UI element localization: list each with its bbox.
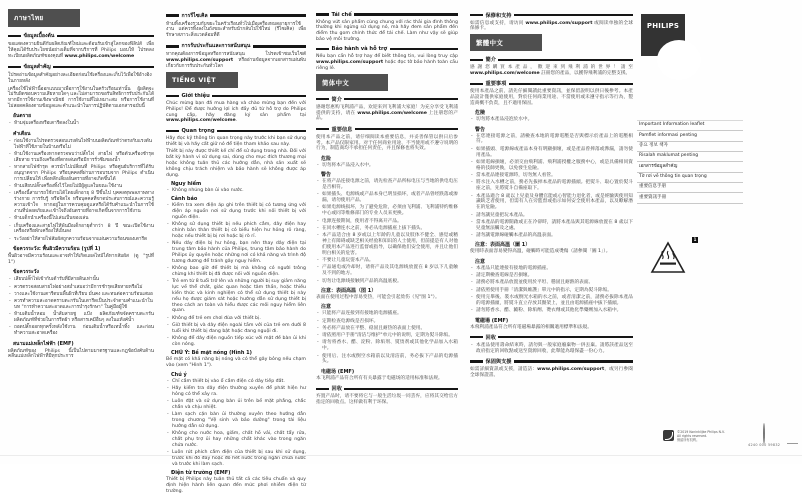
section-title: 回收 [470, 334, 633, 341]
bullet-item: - 产品通电或冷却时，请将产品及其电源线放置在 8 岁以下儿童触及不到的地方。 [316, 265, 458, 277]
leaflet-title-language-list [637, 120, 743, 204]
section-title: การรีไซเคิล [166, 12, 306, 20]
bullet-item: - 請務必將本產品放置並使用於平坦、穩固且耐熱的表面。 [470, 280, 633, 286]
bullet-item: - 请勿将香水、醋、淀粉、除垢剂、熨烫剂或其他化学品加入水箱中。 [316, 340, 458, 352]
column-thai [8, 8, 154, 460]
part-number: 4240 000 59832 [748, 443, 781, 447]
bullet-item: - หากสายไฟชำรุด ควรนำไปเปลี่ยนที่ Philips หรือศูนย์บริการที่ได้รับอนุญาตจาก Philips หรือบุคคลที่ผ่านการอบรมจาก Philips ดำเนินการเปลี่ยนให้ เพื่อหลีกเลี่ยงอันตรายที่อาจเกิดขึ้นได้ [8, 165, 154, 182]
sub-heading: 警告 [321, 172, 332, 179]
paragraph: 表面在使用过程中容易变热，可能会引起烫伤（见"图 1"）。 [316, 294, 440, 300]
bullet-item: - ห้ามใช้งานเครื่องหากตรวจพบว่าปลั๊กไฟ สายไฟ หรือตัวเครื่องชำรุดเสียหาย รวมถึงเครื่องที่ตกหล่นหรือมีการรั่วซึมของน้ำ [8, 152, 154, 164]
sub-heading: CHÚ Ý: Bề mặt nóng (Hình 1) [171, 350, 252, 357]
paragraph: 本飛利浦產品符合所有電磁場暴露的相關適用標準和法規。 [470, 324, 592, 330]
section-title: ข้อมูลเบื้องต้น [8, 32, 154, 40]
sub-heading: 電磁場 (EMF) [475, 317, 509, 324]
paragraph: Chúc mừng bạn đã mua hàng và chào mừng bạn đến với Philips! Để được hưởng lợi ích đầy đủ từ hỗ trợ do Philips cung cấp, hãy đăng ký sản phẩm tại www.philips.com/welcome. [166, 100, 306, 124]
bullet-item: - Nếu dây điện bị hư hỏng, bạn nên thay dây điện tại trung tâm bảo hành của Philips, trung tâm bảo hành do Philips ủy quyền hoặc những nơi có khả năng và trình độ tương đương để tránh gây nguy hiểm. [166, 241, 306, 264]
paragraph: 如需信息或支持，请访问 www.philips.com/support 或阅读单独的全球保修卡。 [470, 20, 633, 32]
bullet-item: - 切勿將本產品浸泡於水中。 [470, 117, 633, 123]
sub-heading: Điện từ trường (EMF) [171, 470, 231, 477]
copyright-line: 保留所有权利。 [677, 438, 700, 443]
paragraph: 使用時表面容易變得高溫，碰觸時可能造成燙傷（請參閱「圖 1」）。 [470, 249, 611, 255]
bullet-item: - 如果电源线损坏，为了避免危险，必须由飞利浦、飞利浦特约维修中心或同等维修部门的专业人员来更换。 [316, 205, 458, 217]
bullet-item: - Giữ thiết bị và dây điện ngoài tầm với của trẻ em dưới 8 tuổi khi thiết bị đang bật hoặc đang nguội đi. [166, 323, 306, 335]
bullet-item: - 本产品适合由 8 岁或以上年龄的儿童以及肢体不健全、感觉或精神上有障碍或缺乏相关经验和知识的人士使用，但前提是有人对他们使用本产品进行监督或指导，以确保他们安全使用，并且让他们明白相关的危害。 [316, 233, 458, 256]
section-title: Tái chế [316, 12, 458, 18]
paragraph: 如需詳細資訊或支援，請造訪：www.philips.com/support，或另行參閱全球保證書。 [470, 366, 633, 378]
sub-heading: อันตราย [13, 113, 32, 120]
bullet-item: - Hãy kiểm tra dây điện thường xuyên để phát hiện hư hỏng có thể xảy ra. [166, 386, 306, 398]
bullet-item: - 切勿将本产品浸入水中。 [316, 163, 458, 169]
section-title: Giới thiệu [166, 93, 306, 99]
bullet-item: - 务必将产品放在平整、稳固且耐热的表面上使用。 [316, 326, 458, 332]
bullet-item: - 本產品只能連接有接地的電源插座。 [470, 266, 633, 272]
bullet-item: - Không sử dụng thiết bị nếu phích cắm, dây điện hay chính bản thân thiết bị có biểu hiện hư hỏng rõ ràng, hoặc nếu thiết bị bị rơi hoặc bị rò rỉ. [166, 222, 306, 239]
right-margin-strip [636, 0, 802, 464]
bullet-item: - ระวังอย่าให้สายไฟสัมผัสถูกความร้อนจากแผ่นความร้อนของเตารีด [8, 237, 154, 243]
philips-shield-icon [663, 430, 674, 441]
copyright-block [663, 430, 725, 442]
bullet-item: - ควรทำความสะอาดคราบตะกรันในเตารีดเป็นประจำตามคำแนะนำในบท "การทำความสะอาดและการบำรุงรักษา" ในคู่มือผู้ใช้ [8, 299, 154, 311]
leaflet-title-item: 중요 정보 책자 [637, 142, 743, 152]
paragraph: Không vứt sản phẩm cùng chung với rác thải gia đình thông thường khi ngừng sử dụng nó, mà hãy đem sản phẩm đến điểm thu gom chính thức để tái chế. Làm như vậy sẽ giúp bảo vệ môi trường. [316, 19, 458, 42]
bullet-item: - 當本產品的電源開啟或正在冷卻時，請將本產品與其電源線放置在 8 歲以下兒童無法觸及之處。 [470, 220, 633, 232]
leaflet-title-item: Pamflet informasi penting [637, 131, 743, 141]
sub-heading: 注意：表面高温（图 1） [321, 287, 377, 294]
sub-heading: Chú ý [171, 371, 187, 378]
paragraph: ผลิตภัณฑ์ของ Philips นี้เป็นไปตามมาตรฐานและกฎข้อบังคับด้านคลื่นแม่เหล็กไฟฟ้าที่มีทุกประการ [8, 348, 154, 360]
language-header: 繁體中文 [470, 34, 542, 51]
sub-heading: 注意：表面高溫（圖 1） [475, 242, 531, 249]
leaflet-title-item: Tờ rơi về thông tin quan trọng [637, 173, 743, 183]
paragraph: 使用本產品之前，請先仔細閱讀此重要資訊，並保留說明以供日後參考。本產品設計僅供家庭使用，對於任何商業用途、不當使用或未遵守指示等行為，製造商概不負責，且不適用保固。 [470, 89, 633, 106]
bullet-item: - 本產品使用壽命結束時，請勿與一般家庭廢棄物一併丟棄。請將該產品送至政府指定的回收點或送至資源回收，此舉能為環保盡一份心力。 [470, 343, 633, 355]
bullet-item: - Luôn rút phích cắm điện của thiết bị sau khi sử dụng, trước khi đổ đầy hoặc đổ hết nước trong ngăn chứa nước và trước khi làm sạch. [166, 450, 306, 467]
paragraph: โปรดอ่านข้อมูลสำคัญอย่างละเอียดก่อนใช้เครื่องและเก็บไว้เพื่อใช้อ้างอิงในภายหลัง [8, 72, 152, 84]
bullet-item: - 請勿將香水、醋、澱粉、除垢劑、燙衣劑或其他化學藥劑加入水箱中。 [470, 308, 633, 314]
bullet-item: - 在将产品连接电源之前，请先检查产品所标电压与当地的供电电压是否相符。 [316, 179, 458, 191]
figure-1-badge: 1 [693, 237, 697, 242]
column-simplified-chinese [316, 8, 458, 460]
paragraph: Bề mặt có khả năng bị nóng và có thể gây bỏng nếu chạm vào (xem "Hình 1"). [166, 357, 306, 369]
bullet-item: - ก่อนใช้งานโปรดตรวจสอบแรงดันไฟฟ้าบนผลิตภัณฑ์ว่าตรงกับแรงดันไฟฟ้าที่ใช้ภายในบ้านหรือไม่ [8, 139, 154, 151]
bullet-item: - 电源连接期间，使用者不得离开产品。 [316, 219, 458, 225]
bullet-item: - วางและใช้งานเตารีดบนพื้นผิวที่เรียบ มั่นคง และทนต่อความร้อนเสมอ [8, 292, 154, 298]
paragraph: 感谢您惠购飞利浦产品，欢迎来到飞利浦大家庭！为充分享受飞利浦提供的支持，请在 www.philips.com/welcome 上注册您的产品。 [316, 104, 458, 122]
section-title: 重要事項 [470, 80, 633, 87]
bullet-item: - 請勿讓兒童把玩本產品。 [470, 213, 633, 219]
sub-heading: 电磁场 (EMF) [321, 368, 355, 375]
bullet-item: - Không cho nước hoa, giấm, chất hồ vải, chất tẩy rửa, chất phụ trợ ủi hay những chất khác vào trong ngăn chứa nước. [166, 431, 306, 448]
section-title: 保固與支援 [470, 358, 633, 365]
bullet-item: - Kiểm tra xem điện áp ghi trên thiết bị có tương ứng với điện áp nguồn nơi sử dụng trước khi nối thiết bị với nguồn điện. [166, 203, 306, 220]
bullet-item: - 使用完畢後、裝水或倒光水箱的水之前，或者清潔之前，請務必拔除本產品的電源插頭，將熨斗直立存放其圈架上，並且由電源插座中拔下插頭。 [470, 295, 633, 307]
bullet-item: - 切勿让电源线接触到产品的高温底板。 [316, 279, 458, 285]
hot-surface-warning-icon [650, 241, 686, 275]
logo-swoosh [657, 40, 701, 80]
sub-heading: Nguy hiểm [171, 181, 202, 188]
bullet-item: - 請定期檢查電線是否損壞。 [470, 273, 633, 279]
section-title: 簡介 [470, 56, 633, 63]
language-header: 简体中文 [316, 74, 388, 91]
paragraph: Thiết bị Philips này tuân thủ tất cả các tiêu chuẩn và quy định hiện hành liên quan đến mức phơi nhiễm điện từ trường. [166, 477, 306, 494]
bullet-item: - เก็บเครื่องและสายไฟให้พ้นมือเด็กอายุต่ำกว่า 8 ปี ขณะเปิดใช้งานเครื่องหรือพักเครื่องให้เย็นลง [8, 224, 154, 236]
paragraph: 使用本产品之前，请仔细阅读本重要信息，并妥善保管以供日后参考。本产品仅限家用。对于任何商业用途、不当使用或不遵守说明的行为，制造商均不承担任何责任，并且保修也将失效。 [316, 134, 458, 152]
bullet-item: - ควรตรวจสอบสายไฟอย่างสม่ำเสมอว่ามีการชำรุดเสียหายหรือไม่ [8, 285, 154, 291]
bullet-item: - Không để dây điện nguồn tiếp xúc với mặt đế bàn ủi khi còn nóng. [166, 336, 306, 348]
bullet-item: - 在同水槽连水之前，务必从电源插座上拔下插头。 [316, 226, 458, 232]
page-fold-line [0, 455, 802, 456]
paragraph: Thiết bị này được thiết kế chỉ để sử dụng trong nhà. Đối với bất kỳ hành vi sử dụng sai, dùng cho mục đích thương mại hoặc không tuân thủ các hướng dẫn, nhà sản xuất sẽ không chịu trách nhiệm và bảo hành sẽ không được áp dụng. [166, 149, 306, 178]
leaflet-title-item: Risalah maklumat penting [637, 152, 743, 162]
philips-wordmark: PHILIPS [646, 22, 680, 30]
bullet-item: - Luôn đặt và sử dụng bàn ủi trên bề mặt phẳng, chắc chắn và chịu nhiệt. [166, 399, 306, 411]
paragraph: ห้ามทิ้งเครื่องรวมกับขยะในครัวเรือนทั่วไปเมื่อเครื่องหมดอายุการใช้งาน แต่ควรทิ้งลงในถังขยะสำหรับนำกลับไปใช้ใหม่ (รีไซเคิล) เพื่อรักษาสภาวะสิ่งแวดล้อมที่ดี [166, 21, 306, 39]
sub-heading: คำเตือน [13, 130, 31, 137]
paragraph: 感謝您購買本產品，歡迎來到飛利浦的世界！請至 www.philips.com/welcome 註冊您的產品，以獲得飛利浦的完整支援。 [470, 65, 633, 76]
bullet-item: - ถอดปลั๊กออกทุกครั้งหลังใช้งาน ก่อนเติมน้ำหรือเทน้ำทิ้ง และก่อนทำความสะอาดเครื่อง [8, 325, 154, 337]
hot-surface-warning [650, 237, 697, 277]
bullet-item: - 不要让儿童玩耍本产品。 [316, 258, 458, 264]
leaflet-title-item: Important Information leaflet [637, 121, 743, 131]
bullet-item: - 如果插頭、電源線或產品本身有明顯損壞，或是產品曾摔落或滲漏，請勿使用產品。 [470, 147, 633, 159]
section-title: ข้อมูลสำคัญ [8, 63, 154, 71]
paragraph: ขอแสดงความยินดีกับผลิตภัณฑ์ใหม่และต้อนรับเข้าสู่โลกของฟิลิปส์ เพื่อให้คุณได้รับประโยชน์อย่างเต็มที่จากบริการที่ Philips มอบให้ โปรดลงทะเบียนผลิตภัณฑ์ของคุณที่ www.philips.com/welcome [8, 42, 154, 59]
section-title: 重要信息 [316, 126, 458, 133]
language-header: ภาษาไทย [8, 9, 80, 27]
bullet-item: - 使用后、注水或倒空水箱前以及清洁前，务必拔下产品的电源插头。 [316, 354, 458, 366]
paragraph: 本飞利浦产品符合所有有关暴露于电磁场的适用标准和法规。 [316, 375, 443, 381]
section-title: 简介 [316, 96, 458, 103]
language-header: TIẾNG VIỆT [166, 72, 238, 88]
paragraph: 弃置产品时，请不要将它与一般生活垃圾一同丢弃，应将其交给官方指定的回收点。这样做有利于环保。 [316, 394, 458, 405]
bullet-item: - Không để trẻ em chơi đùa với thiết bị. [166, 316, 306, 322]
copyright-line: ©2019 Koninklijke Philips N.V. [677, 430, 725, 434]
sub-heading: 危险 [321, 155, 332, 162]
bullet-item: - 本產品適合 8 歲以上兒童及身體官能或心智能力退化者，或是經驗與使用知識缺乏者使用，但需有人在旁監督或指示如何安全使用本產品，以及瞭解潛在的危險。 [470, 194, 633, 211]
bullet-item: - Trẻ em từ 8 tuổi trở lên và những người bị suy giảm năng lực về thể chất, giác quan hoặc tâm thần, hoặc thiếu kiến thức và kinh nghiệm có thể sử dụng thiết bị này nếu họ được giám sát hoặc hướng dẫn sử dụng thiết bị theo cách an toàn và hiểu được các mối nguy hiểm liên quan. [166, 279, 306, 314]
bullet-item: - 在您連接電源之前，請檢查本地的電源電壓是否與標示於產品上的電壓相符。 [470, 134, 633, 146]
bullet-item: - 請依照使用手冊「清潔與維護」單元中的指示，定期為熨斗除垢。 [470, 288, 633, 294]
bullet-item: - ห้ามจุ่มเครื่องหรือเตารีดลงในน้ำ [8, 121, 154, 127]
sub-heading: 注意 [475, 258, 486, 265]
paragraph: หากคุณต้องการข้อมูลหรือการสนับสนุน โปรดเข้าชมเว็บไซต์ www.philips.com/support หรืออ่านข้อมูลจากเอกสารแผ่นพับเกี่ยวกับการรับประกันทั่วโลก [166, 52, 306, 70]
part-number-block [748, 424, 780, 447]
section-title: 回收 [316, 385, 458, 392]
paragraph: เครื่องใช้ไฟฟ้านี้ออกแบบมาเพื่อการใช้งานในครัวเรือนเท่านั้น ผู้ผลิตจะไม่รับผิดชอบความเสียหายใดๆ และไม่สามารถขอรับสิทธิการรับประกันได้หากมีการใช้งานเชิงพาณิชย์ การใช้งานที่ไม่เหมาะสม หรือการใช้งานที่ไม่สอดคล้องตามข้อมูลและคำแนะนำในการปฏิบัติตามเอกสารฉบับนี้ [8, 86, 154, 110]
paragraph: พื้นผิวอาจมีความร้อนและอาจทำให้เกิดแผลไหม้ได้หากสัมผัส (ดู "รูปที่ 1") [8, 254, 154, 265]
bullet-item: - Không bao giờ để thiết bị mà không có người trông chừng khi thiết bị đã được nối với nguồn điện. [166, 266, 306, 278]
leaflet-title-item: 重要資訊手冊 [637, 193, 743, 203]
column-traditional-chinese [470, 8, 633, 460]
section-title: 保修和支持 [470, 12, 633, 19]
sub-heading: ข้อควรระวัง [13, 269, 39, 276]
bullet-item: - เครื่องนี้สามารถใช้งานได้โดยเด็กอายุ 8 ปีขึ้นไป บุคคลทุพพลภาพทางร่างกาย การรับรู้ หรือจิตใจ หรือบุคคลที่ขาดประสบการณ์และความรู้ความเข้าใจ หากอยู่ในการควบคุมดูแลหรือได้รับคำแนะนำในการใช้งานที่ปลอดภัยและเข้าใจถึงอันตรายที่อาจเกิดขึ้นจากการใช้งาน [8, 191, 154, 214]
leaflet-title-item: 重要信息手册 [637, 183, 743, 193]
section-title: Bảo hành và hỗ trợ [316, 46, 458, 52]
sub-heading: ข้อควรระวัง: พื้นผิวมีความร้อน (รูปที่ 1) [13, 246, 101, 253]
bullet-item: - 只能将产品连接到有接地的电源插座。 [316, 311, 458, 317]
leaflet-title-item: เอกสารข้อมูลสำคัญ [637, 162, 743, 172]
bullet-item: - Làm sạch cặn bàn ủi thường xuyên theo hướng dẫn trong chương "Vệ sinh và bảo dưỡng" trong tài liệu hướng dẫn sử dụng. [166, 412, 306, 429]
sub-heading: สนามแม่เหล็กไฟฟ้า (EMF) [13, 340, 74, 347]
fold-mark [787, 443, 798, 444]
bullet-item: - 定期检查电源线是否损坏。 [316, 319, 458, 325]
bullet-item: - 请依照用户手册"清洁与维护"单元中的说明，定期为熨斗除垢。 [316, 333, 458, 339]
bullet-item: - 如果電線損壞，必須交由飛利浦、飛利浦授權之服務中心，或是具備相同資格的技師更換，以免發生危險。 [470, 160, 633, 172]
philips-logo [641, 14, 685, 56]
bullet-item: - Không nhúng bàn ủi vào nước. [166, 188, 306, 194]
copyright-text [677, 430, 725, 442]
sub-heading: 危險 [475, 110, 486, 117]
sub-heading: Cảnh báo [171, 196, 198, 203]
bullet-item: - ห้ามเติมน้ำหอม น้ำส้มสายชู แป้ง ผลิตภัณฑ์ขจัดคราบตะกรัน ผลิตภัณฑ์ที่ช่วยในการรีดผ้า หรือสารเคมีอื่นๆ ลงในแท้งค์น้ำ [8, 312, 154, 324]
bullet-item: - 將水注入水槽之前，務必先拔掉本產品的電源插頭。把熨斗、取心置於熨斗座之前，先將熨斗自備座取下。 [470, 180, 633, 192]
recycle-symbol-icon [763, 423, 765, 444]
bullet-item: - ห้ามเด็กนำเครื่องนี้ไปเล่นเป็นของเล่น [8, 216, 154, 222]
bullet-item: - เสียบปลั๊กไฟเข้ากับเต้ารับที่มีสายดินเท่านั้น [8, 277, 154, 283]
column-vietnamese [166, 8, 306, 494]
paragraph: Hãy đọc kỹ thông tin quan trọng này trước khi bạn sử dụng thiết bị và hãy cất giữ nó để tiện tham khảo sau này. [166, 135, 306, 147]
bullet-item: - Chỉ cắm thiết bị vào ổ cắm điện có dây tiếp đất. [166, 379, 306, 385]
paragraph: Nếu bạn cần hỗ trợ hay để biết thông tin, vui lòng truy cập www.philips.com/support hoặc đọc tờ bảo hành toàn cầu riêng lẻ. [316, 54, 458, 71]
copyright-line: All rights reserved. [677, 434, 708, 439]
section-title: Quan trọng [166, 128, 306, 134]
bullet-item: - ห้ามเสียบปลั๊กเครื่องทิ้งไว้โดยไม่มีผู้ดูแลในขณะใช้งาน [8, 184, 154, 190]
bullet-item: - 當本產品連接電源時，切勿無人看管。 [470, 173, 633, 179]
sub-heading: 警告 [475, 126, 486, 133]
bullet-item: - 請勿讓電源線碰觸本產品的高溫表面。 [470, 233, 633, 239]
bullet-item: - 如果插头、电源线或产品本身已明显损坏，或者产品曾经跌落或渗漏，请勿使用产品。 [316, 192, 458, 204]
section-title: การรับประกันและการสนับสนุน [166, 42, 306, 50]
sub-heading: 注意 [321, 304, 332, 311]
